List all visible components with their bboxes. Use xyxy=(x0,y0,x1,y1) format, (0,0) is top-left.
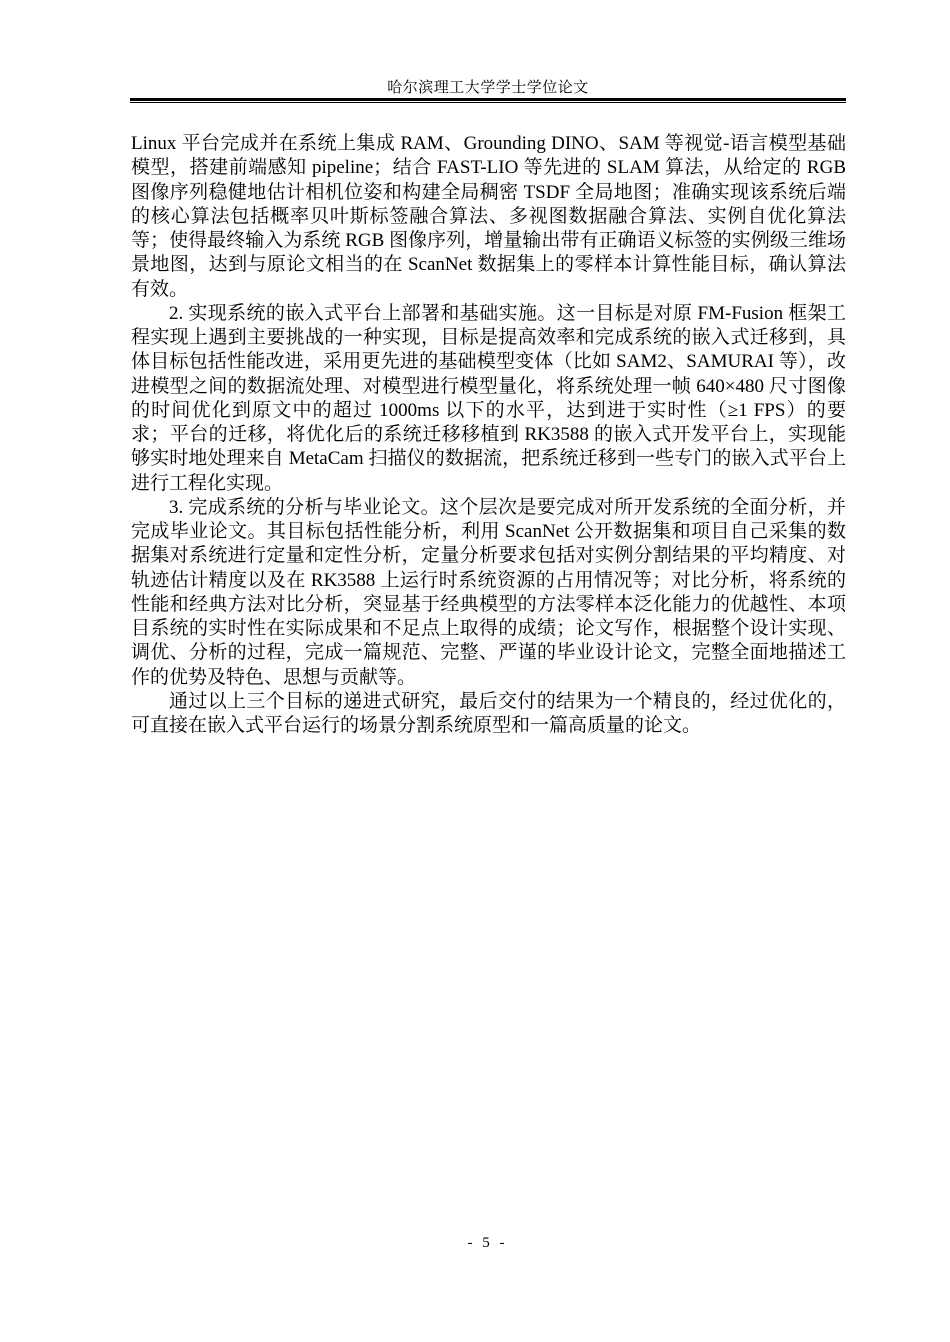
document-body xyxy=(131,132,846,738)
paragraph-conclusion: 通过以上三个目标的递进式研究，最后交付的结果为一个精良的，经过优化的，可直接在嵌入式平台运行的场景分割系统原型和一篇高质量的论文。 xyxy=(131,690,846,736)
paragraph-objective-3: 3. 完成系统的分析与毕业论文。这个层次是要完成对所开发系统的全面分析，并完成毕业论文。其目标包括性能分析，利用 ScanNet 公开数据集和项目自己采集的数据集对系统进行定量和定性分析，定量分析要求包括对实例分割结果的平均精度、对轨迹估计精度以及在 RK3588 上运行时系统资源的占用情况等；对比分析，将系统的性能和经典方法对比分析，突显基于经典模型的方法零样本泛化能力的优越性、本项目系统的实时性在实际成果和不足点上取得的成绩；论文写作，根据整个设计实现、调优、分析的过程，完成一篇规范、完整、严谨的毕业设计论文，完整全面地描述工作的优势及特色、思想与贡献等。 xyxy=(131,496,846,688)
paragraph-objective-2: 2. 实现系统的嵌入式平台上部署和基础实施。这一目标是对原 FM-Fusion 框架工程实现上遇到主要挑战的一种实现，目标是提高效率和完成系统的嵌入式迁移到，具体目标包括性能改进，采用更先进的基础模型变体（比如 SAM2、SAMURAI 等），改进模型之间的数据流处理、对模型进行模型量化，将系统处理一帧 640×480 尺寸图像的时间优化到原文中的超过 1000ms 以下的水平，达到进于实时性（≥1 FPS）的要求；平台的迁移，将优化后的系统迁移移植到 RK3588 的嵌入式开发平台上，实现能够实时地处理来自 MetaCam 扫描仪的数据流，把系统迁移到一些专门的嵌入式平台上进行工程化实现。 xyxy=(131,302,846,494)
paragraph-objective-1-continued: Linux 平台完成并在系统上集成 RAM、Grounding DINO、SAM 等视觉-语言模型基础模型，搭建前端感知 pipeline；结合 FAST-LIO 等先进的 SLAM 算法，从给定的 RGB 图像序列稳健地估计相机位姿和构建全局稠密 TSDF 全局地图；准确实现该系统后端的核心算法包括概率贝叶斯标签融合算法、多视图数据融合算法、实例自优化算法等；使得最终输入为系统 RGB 图像序列，增量输出带有正确语义标签的实例级三维场景地图，达到与原论文相当的在 ScanNet 数据集上的零样本计算性能目标，确认算法有效。 xyxy=(131,133,846,300)
page-number: - 5 - xyxy=(467,1235,508,1251)
page-header-title: 哈尔滨理工大学学士学位论文 xyxy=(387,80,589,96)
header-divider xyxy=(130,98,846,103)
